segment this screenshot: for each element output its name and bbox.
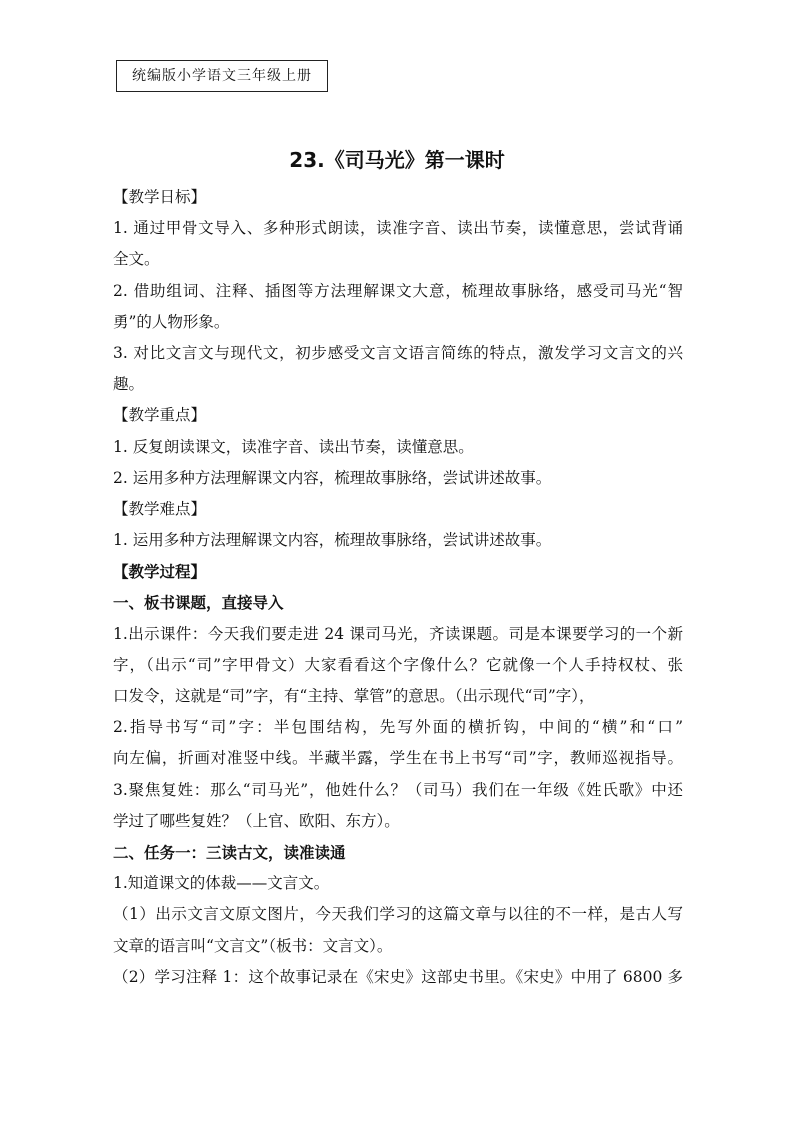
text-line: 字，（出示“司”字甲骨文）大家看看这个字像什么？它就像一个人手持权杖、张 — [113, 655, 683, 674]
grade-label-box: 统编版小学语文三年级上册 — [116, 60, 328, 92]
text-line: 口发令，这就是“司”字，有“主持、掌管”的意思。（出示现代“司”字）， — [113, 687, 595, 705]
text-line: 1.知道课文的体裁——文言文。 — [113, 874, 330, 893]
text-line: 1.出示课件：今天我们要走进 24 课司马光，齐读课题。司是本课要学习的一个新 — [113, 624, 683, 643]
section-heading: 【教学过程】 — [113, 562, 207, 582]
text-line: 3. 对比文言文与现代文，初步感受文言文语言简练的特点，激发学习文言文的兴 — [113, 343, 683, 362]
text-line: 趣。 — [113, 375, 145, 394]
text-line: 1. 反复朗读课文，读准字音、读出节奏，读懂意思。 — [113, 437, 474, 456]
text-line: 勇”的人物形象。 — [113, 312, 230, 331]
text-line: 【教学日标】 — [113, 188, 207, 206]
text-line: 【教学难点】 — [113, 499, 207, 518]
page-title: 23.《司马光》第一课时 — [289, 148, 505, 172]
text-line: 2. 运用多种方法理解课文内容，梳理故事脉络，尝试讲述故事。 — [113, 468, 552, 487]
text-line: 2.指导书写“司”字：半包围结构，先写外面的横折钩，中间的“横”和“口” — [113, 718, 683, 737]
text-line: 向左偏，折画对准竖中线。半藏半露，学生在书上书写“司”字，教师巡视指导。 — [113, 749, 683, 768]
text-line: 全文。 — [113, 250, 160, 269]
text-line: 1. 通过甲骨文导入、多种形式朗读，读准字音、读出节奏，读懂意思，尝试背诵 — [113, 219, 683, 238]
text-line: 1. 运用多种方法理解课文内容，梳理故事脉络，尝试讲述故事。 — [113, 531, 552, 550]
lesson-body — [113, 182, 683, 993]
text-line: （1）出示文言文原文图片，今天我们学习的这篇文章与以往的不一样，是古人写 — [113, 905, 683, 924]
text-line: 2. 借助组词、注释、插图等方法理解课文大意，梳理故事脉络，感受司马光“智 — [113, 281, 683, 300]
section-heading: 一、板书课题，直接导入 — [113, 593, 284, 613]
text-line: 【教学重点】 — [113, 406, 207, 425]
text-line: 3.聚焦复姓：那么“司马光”，他姓什么？（司马）我们在一年级《姓氏歌》中还 — [113, 780, 683, 799]
text-line: （2）学习注释 1：这个故事记录在《宋史》这部史书里。《宋史》中用了 6800 多 — [113, 967, 683, 986]
text-line: 学过了哪些复姓？（上官、欧阳、东方）。 — [113, 811, 400, 830]
text-line: 文章的语言叫“文言文”（板书：文言文）。 — [113, 936, 393, 955]
section-heading: 二、任务一：三读古文，读准读通 — [113, 842, 346, 862]
